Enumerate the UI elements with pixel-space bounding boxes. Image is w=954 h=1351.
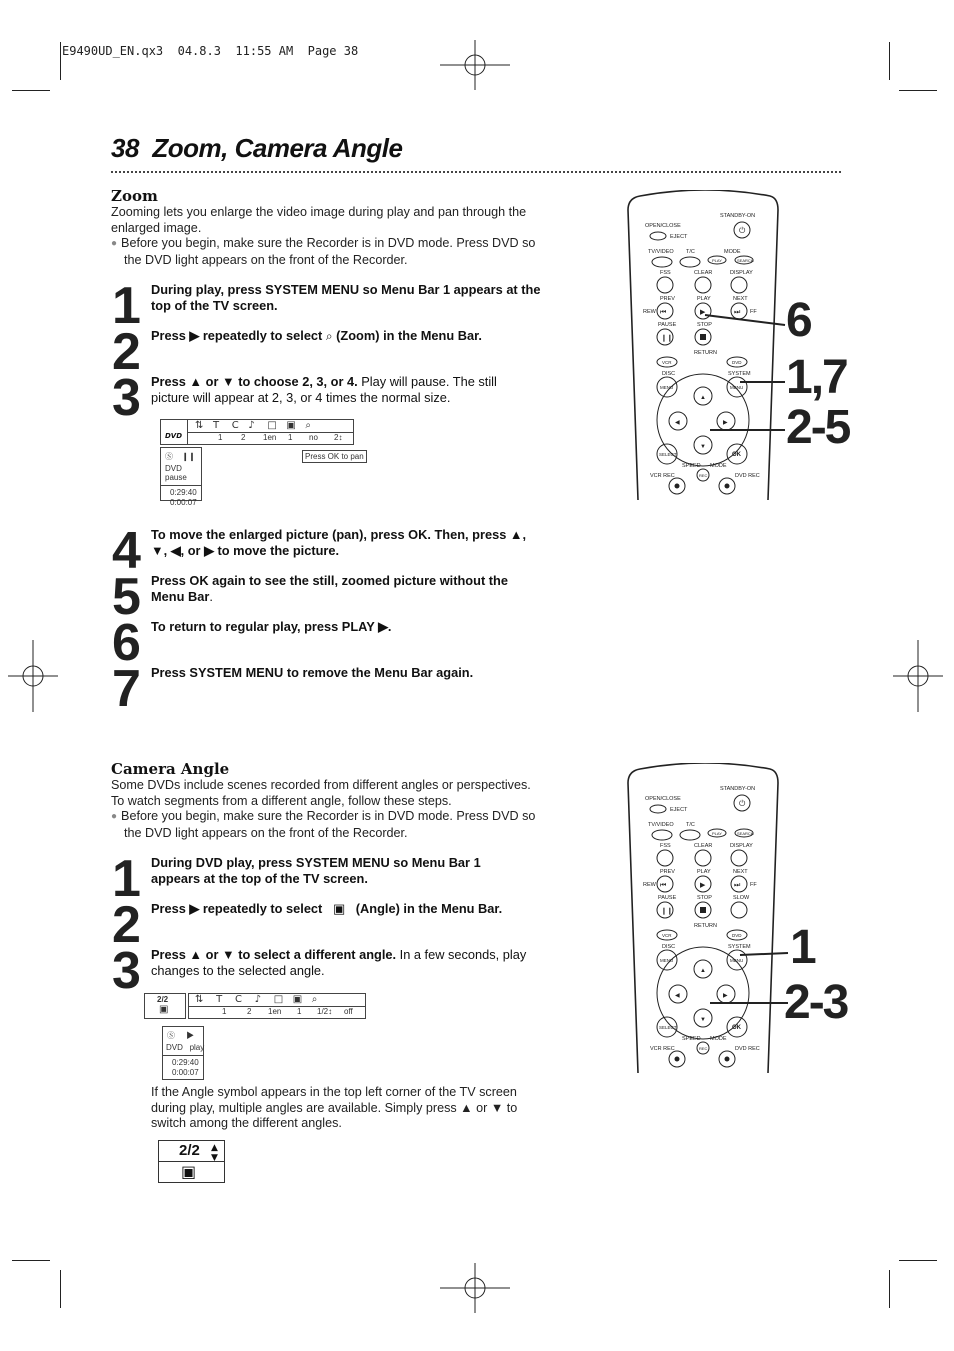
crop-mark	[899, 90, 937, 91]
time-chapter: 0:00:07	[170, 498, 197, 507]
angle-heading: Camera Angle	[111, 760, 230, 778]
remote-control-zoom	[620, 190, 790, 502]
menu-value: off	[344, 1007, 353, 1016]
angle-step-1: During DVD play, press SYSTEM MENU so Menu Bar 1 appears at the top of the TV screen.	[151, 855, 481, 886]
menu-value: 1	[297, 1007, 302, 1016]
menu-value: 1/2↕	[317, 1007, 333, 1016]
svg-text:NEXT: NEXT	[733, 869, 748, 875]
svg-text:SELECT: SELECT	[659, 1025, 677, 1030]
page-title	[111, 133, 402, 164]
subtitle-icon: □	[267, 420, 277, 431]
svg-text:DISPLAY: DISPLAY	[730, 270, 753, 276]
svg-text:SELECT: SELECT	[659, 452, 677, 457]
menu-value: 2	[241, 433, 246, 442]
svg-text:FF: FF	[750, 882, 757, 888]
svg-text:RETURN: RETURN	[694, 350, 717, 356]
svg-text:EJECT: EJECT	[670, 807, 688, 813]
t-icon: T	[212, 420, 220, 431]
registration-mark-left	[8, 640, 58, 712]
svg-text:DISPLAY: DISPLAY	[730, 843, 753, 849]
menu-icons	[195, 420, 311, 431]
pause-icon: ❙❙	[181, 452, 196, 461]
svg-text:▶: ▶	[723, 993, 728, 999]
angle-intro: Some DVDs include scenes recorded from different angles or perspectives. To watch segments from a different angle, follow these steps.	[111, 778, 531, 808]
angle-icon: ▣	[333, 901, 346, 916]
svg-text:DVD REC: DVD REC	[735, 473, 760, 479]
angle-badge-small: 2/2 ▣	[144, 993, 186, 1019]
disc-icon: Ⓢ	[165, 452, 173, 461]
svg-text:VCR REC: VCR REC	[650, 1046, 675, 1052]
svg-text:▲: ▲	[700, 395, 706, 401]
menu-value: no	[309, 433, 318, 442]
menu-value: 1en	[268, 1007, 282, 1016]
callout-label: 2-5	[786, 401, 850, 454]
svg-text:⏮: ⏮	[660, 309, 667, 316]
callout-label: 1	[790, 921, 815, 974]
svg-text:⏭: ⏭	[734, 882, 741, 889]
menu-icons	[195, 994, 317, 1005]
svg-text:MODE: MODE	[710, 1036, 727, 1042]
page-number: 38	[111, 133, 139, 163]
status-label: DVD pause	[165, 464, 187, 482]
svg-text:PREV: PREV	[660, 869, 675, 875]
zoom-step-7: Press SYSTEM MENU to remove the Menu Bar again.	[151, 665, 474, 680]
svg-text:◀: ◀	[675, 993, 680, 999]
svg-text:REW: REW	[643, 882, 656, 888]
print-slug: E9490UD_EN.qx3 04.8.3 11:55 AM Page 38	[62, 44, 359, 58]
svg-text:MODE: MODE	[724, 249, 741, 255]
menu-value: 2↕	[334, 433, 343, 442]
svg-text:▶: ▶	[700, 309, 706, 316]
angle-menu-bar	[188, 993, 366, 1019]
svg-text:SPEED: SPEED	[682, 1036, 701, 1042]
svg-text:STOP: STOP	[697, 322, 712, 328]
zoom-step-5: Press OK again to see the still, zoomed picture without the Menu Bar.	[151, 573, 508, 604]
menu-value: 1	[288, 433, 293, 442]
callout-label: 6	[786, 294, 811, 347]
step-number: 1	[112, 277, 138, 335]
registration-mark-bottom	[440, 1263, 510, 1313]
svg-text:MENU: MENU	[730, 385, 744, 390]
svg-text:⏻: ⏻	[739, 799, 746, 808]
menu-value: 1en	[263, 433, 277, 442]
svg-text:❙❙: ❙❙	[661, 335, 673, 342]
page-heading: Zoom, Camera Angle	[152, 133, 403, 163]
angle-count: 2/2	[179, 1142, 200, 1159]
svg-text:STOP: STOP	[697, 895, 712, 901]
pan-label: Press OK to pan	[302, 450, 367, 463]
svg-text:STANDBY-ON: STANDBY-ON	[720, 786, 756, 792]
time-elapsed: 0:29:40	[170, 488, 197, 497]
zoom-intro: Zooming lets you enlarge the video image during play and pan through the enlarged image.	[111, 205, 527, 235]
svg-text:MODE: MODE	[710, 463, 727, 469]
svg-text:TV/VIDEO: TV/VIDEO	[648, 249, 674, 255]
dvd-logo-icon: DVD	[161, 420, 188, 444]
zoom-icon: ⌕	[325, 329, 333, 343]
svg-text:▲: ▲	[700, 968, 706, 974]
menu-value: 1	[218, 433, 223, 442]
angle-status-box: Ⓢ ▶ DVD play 0:29:40 0:00:07	[162, 1026, 204, 1080]
step-number: 3	[112, 369, 138, 427]
svg-text:SYSTEM: SYSTEM	[728, 944, 751, 950]
svg-text:REC: REC	[699, 473, 708, 478]
svg-text:EJECT: EJECT	[670, 234, 688, 240]
angle-note: If the Angle symbol appears in the top left corner of the TV screen during play, multiple angles are available. Simply press ▲ or ▼ to switch among the different angles.	[151, 1085, 518, 1130]
svg-text:PLAY: PLAY	[697, 869, 711, 875]
svg-text:T/C: T/C	[686, 249, 695, 255]
c-icon: C	[234, 994, 242, 1005]
camera-icon: ▣	[159, 1004, 169, 1015]
title-icon: ⇅	[195, 994, 204, 1005]
svg-text:DVD: DVD	[732, 933, 742, 938]
up-down-icon: ▲ ▼	[211, 1143, 218, 1163]
svg-text:DISC: DISC	[662, 371, 676, 377]
svg-text:DVD: DVD	[732, 360, 742, 365]
title-icon: ⇅	[195, 420, 204, 431]
svg-text:▼: ▼	[700, 444, 706, 450]
svg-text:◀: ◀	[675, 420, 680, 426]
svg-text:T/C: T/C	[686, 822, 695, 828]
step-number: 7	[112, 660, 138, 718]
svg-text:OK: OK	[732, 1025, 741, 1031]
svg-text:⏻: ⏻	[739, 226, 746, 235]
angle-bullet: ● Before you begin, make sure the Recorder is in DVD mode. Press DVD so the DVD light appears on the front of the Recorder.	[111, 809, 554, 841]
zoom-step-1: During play, press SYSTEM MENU so Menu Bar 1 appears at the top of the TV screen.	[151, 282, 541, 313]
registration-mark-right	[893, 640, 943, 712]
svg-text:VCR: VCR	[662, 360, 672, 365]
crop-mark	[889, 42, 890, 80]
zoom-icon: ⌕	[305, 420, 312, 431]
svg-text:MENU: MENU	[660, 958, 674, 963]
svg-text:FF: FF	[750, 309, 757, 315]
svg-text:RETURN: RETURN	[694, 923, 717, 929]
svg-text:FSS: FSS	[660, 843, 671, 849]
audio-icon: ♪	[248, 420, 255, 431]
svg-text:▶: ▶	[723, 420, 728, 426]
step-number: 5	[112, 568, 138, 626]
svg-text:PLAY: PLAY	[712, 831, 722, 836]
zoom-step-2: Press ▶ repeatedly to select ⌕ (Zoom) in the Menu Bar.	[151, 328, 482, 343]
registration-mark-top	[440, 40, 510, 90]
svg-text:PAUSE: PAUSE	[658, 322, 677, 328]
svg-text:PREV: PREV	[660, 296, 675, 302]
svg-text:OK: OK	[732, 452, 741, 458]
time-elapsed: 0:29:40	[172, 1058, 199, 1067]
zoom-menu-bar	[160, 419, 354, 445]
header-rule	[111, 171, 841, 173]
crop-mark	[60, 42, 61, 80]
svg-text:STANDBY-ON: STANDBY-ON	[720, 213, 756, 219]
time-chapter: 0:00:07	[172, 1068, 199, 1077]
zoom-step-4: To move the enlarged picture (pan), press OK. Then, press ▲, ▼, ◀, or ▶ to move the picture.	[151, 527, 527, 558]
menu-value: 2	[247, 1007, 252, 1016]
menu-value: 1	[222, 1007, 227, 1016]
zoom-step-6: To return to regular play, press PLAY ▶.	[151, 619, 392, 634]
step-number: 6	[112, 614, 138, 672]
svg-text:SYSTEM: SYSTEM	[728, 371, 751, 377]
svg-text:FSS: FSS	[660, 270, 671, 276]
crop-mark	[899, 1260, 937, 1261]
disc-icon: Ⓢ	[167, 1031, 175, 1040]
c-icon: C	[231, 420, 239, 431]
svg-text:▼: ▼	[700, 1017, 706, 1023]
svg-text:▶: ▶	[700, 882, 706, 889]
svg-text:TV/VIDEO: TV/VIDEO	[648, 822, 674, 828]
svg-text:NEXT: NEXT	[733, 296, 748, 302]
svg-text:VCR: VCR	[662, 933, 672, 938]
svg-text:⏭: ⏭	[734, 309, 741, 316]
callout-label: 1,7	[786, 351, 847, 404]
camera-icon: ▣	[181, 1162, 197, 1181]
step-number: 3	[112, 942, 138, 1000]
subtitle-icon: □	[273, 994, 284, 1005]
crop-mark	[60, 1270, 61, 1308]
svg-text:PLAY: PLAY	[697, 296, 711, 302]
angle-step-2: Press ▶ repeatedly to select ▣ (Angle) in the Menu Bar.	[151, 901, 503, 916]
step-number: 1	[112, 850, 138, 908]
svg-text:SEARCH: SEARCH	[737, 831, 754, 836]
svg-text:CLEAR: CLEAR	[694, 270, 713, 276]
svg-text:MENU: MENU	[660, 385, 674, 390]
step-number: 2	[112, 323, 138, 381]
zoom-bullet: ● Before you begin, make sure the Recorder is in DVD mode. Press DVD so the DVD light appears on the front of the Recorder.	[111, 236, 554, 268]
svg-text:DVD REC: DVD REC	[735, 1046, 760, 1052]
zoom-icon: ⌕	[311, 994, 318, 1005]
svg-text:REW: REW	[643, 309, 656, 315]
crop-mark	[12, 1260, 50, 1261]
zoom-step-3: Press ▲ or ▼ to choose 2, 3, or 4. Play will pause. The still picture will appear at 2, 3, or 4 times the normal size.	[151, 374, 497, 405]
angle-icon: ▣	[292, 994, 303, 1005]
svg-text:SPEED: SPEED	[682, 463, 701, 469]
svg-text:MENU: MENU	[730, 958, 744, 963]
svg-text:CLEAR: CLEAR	[694, 843, 713, 849]
crop-mark	[12, 90, 50, 91]
svg-text:⏮: ⏮	[660, 882, 667, 889]
step-number: 4	[112, 522, 138, 580]
zoom-heading: Zoom	[111, 187, 158, 205]
callout-label: 2-3	[784, 976, 848, 1029]
svg-text:OPEN/CLOSE: OPEN/CLOSE	[645, 796, 681, 802]
svg-text:PLAY: PLAY	[712, 258, 722, 263]
crop-mark	[889, 1270, 890, 1308]
svg-text:SEARCH: SEARCH	[737, 258, 754, 263]
t-icon: T	[216, 994, 223, 1005]
svg-text:OPEN/CLOSE: OPEN/CLOSE	[645, 223, 681, 229]
angle-badge-large	[158, 1140, 225, 1183]
step-number: 2	[112, 896, 138, 954]
svg-text:❙❙: ❙❙	[661, 908, 673, 915]
audio-icon: ♪	[254, 994, 262, 1005]
angle-step-3: Press ▲ or ▼ to select a different angle. In a few seconds, play changes to the selected angle.	[151, 947, 527, 978]
play-icon: ▶	[186, 1031, 195, 1040]
zoom-status-box	[160, 447, 202, 507]
svg-text:DISC: DISC	[662, 944, 676, 950]
svg-text:PAUSE: PAUSE	[658, 895, 677, 901]
svg-text:REC: REC	[699, 1046, 708, 1051]
svg-text:SLOW: SLOW	[733, 895, 750, 901]
svg-text:VCR REC: VCR REC	[650, 473, 675, 479]
remote-control-angle	[620, 763, 790, 1075]
angle-icon: ▣	[286, 420, 296, 431]
